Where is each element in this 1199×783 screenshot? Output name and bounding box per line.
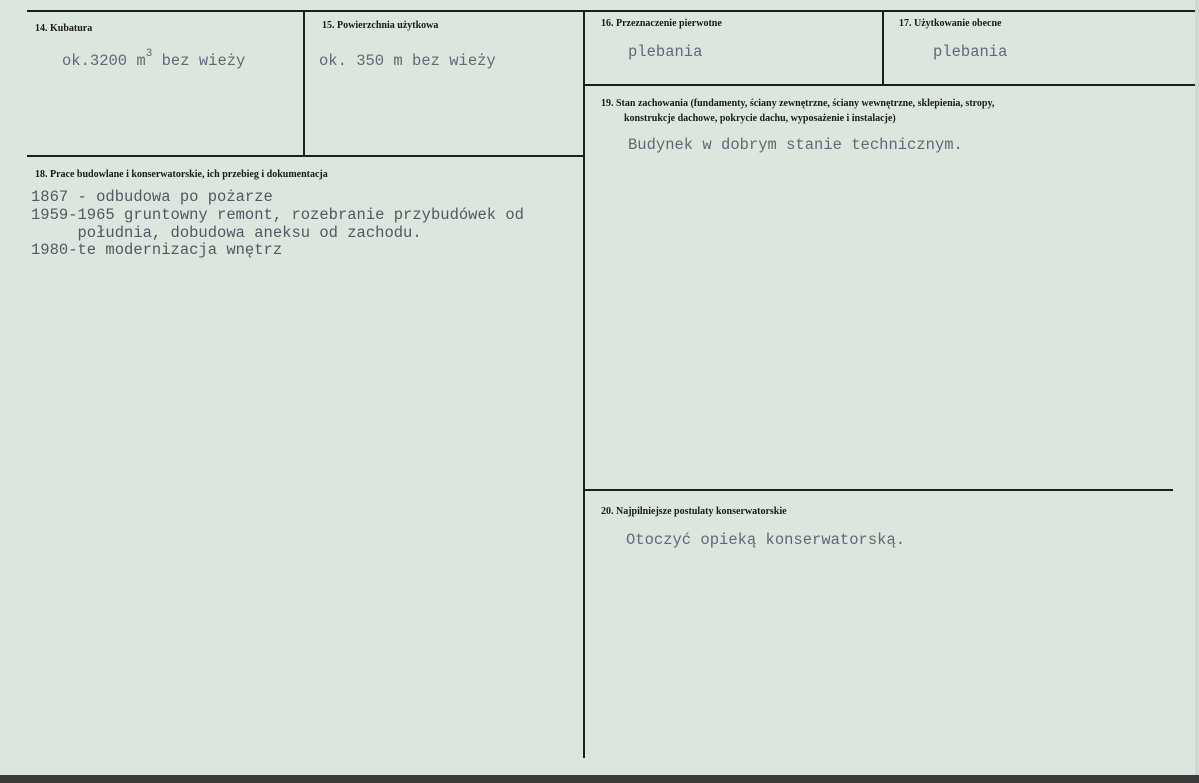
section-14-label: 14. Kubatura xyxy=(35,23,93,34)
section-17-label: 17. Użytkowanie obecne xyxy=(899,18,1002,29)
section-18-line-2: 1959-1965 gruntowny remont, rozebranie przybudówek od xyxy=(31,206,524,224)
scan-right-edge xyxy=(1195,0,1199,783)
section-20-value: Otoczyć opieką konserwatorską. xyxy=(626,531,906,549)
section-15-value: ok. 350 m bez wieży xyxy=(319,52,496,70)
section-15-label: 15. Powierzchnia użytkowa xyxy=(322,20,439,31)
section-19-label-line-2: konstrukcje dachowe, pokrycie dachu, wyposażenie i instalacje) xyxy=(624,113,896,124)
section-18-line-4: 1980-te modernizacja wnętrz xyxy=(31,241,283,259)
kubatura-tail: bez wieży xyxy=(152,52,246,70)
section-18-label: 18. Prace budowlane i konserwatorskie, ich przebieg i dokumentacja xyxy=(35,169,328,180)
section-20-label: 20. Najpilniejsze postulaty konserwatorskie xyxy=(601,506,787,517)
section-19-value: Budynek w dobrym stanie technicznym. xyxy=(628,136,963,154)
kubatura-superscript: 3 xyxy=(145,48,153,60)
divider-14-15 xyxy=(303,10,305,157)
section-16-value: plebania xyxy=(628,43,703,61)
section-18-line-1: 1867 - odbudowa po pożarze xyxy=(31,188,273,206)
section-19-label-line-1: 19. Stan zachowania (fundamenty, ściany zewnętrzne, ściany wewnętrzne, sklepienia, stropy, xyxy=(601,98,995,109)
rule-below-14-15 xyxy=(27,155,585,157)
divider-16-17 xyxy=(882,10,884,86)
section-14-value xyxy=(62,48,246,72)
rule-below-16-17 xyxy=(585,84,1197,86)
section-18-line-3: południa, dobudowa aneksu od zachodu. xyxy=(31,224,422,242)
rule-above-20 xyxy=(585,489,1173,491)
scan-bottom-edge xyxy=(0,775,1199,783)
top-rule xyxy=(27,10,1197,12)
section-17-value: plebania xyxy=(933,43,1008,61)
kubatura-number: ok.3200 m xyxy=(62,52,146,70)
center-divider xyxy=(583,10,585,758)
section-16-label: 16. Przeznaczenie pierwotne xyxy=(601,18,722,29)
